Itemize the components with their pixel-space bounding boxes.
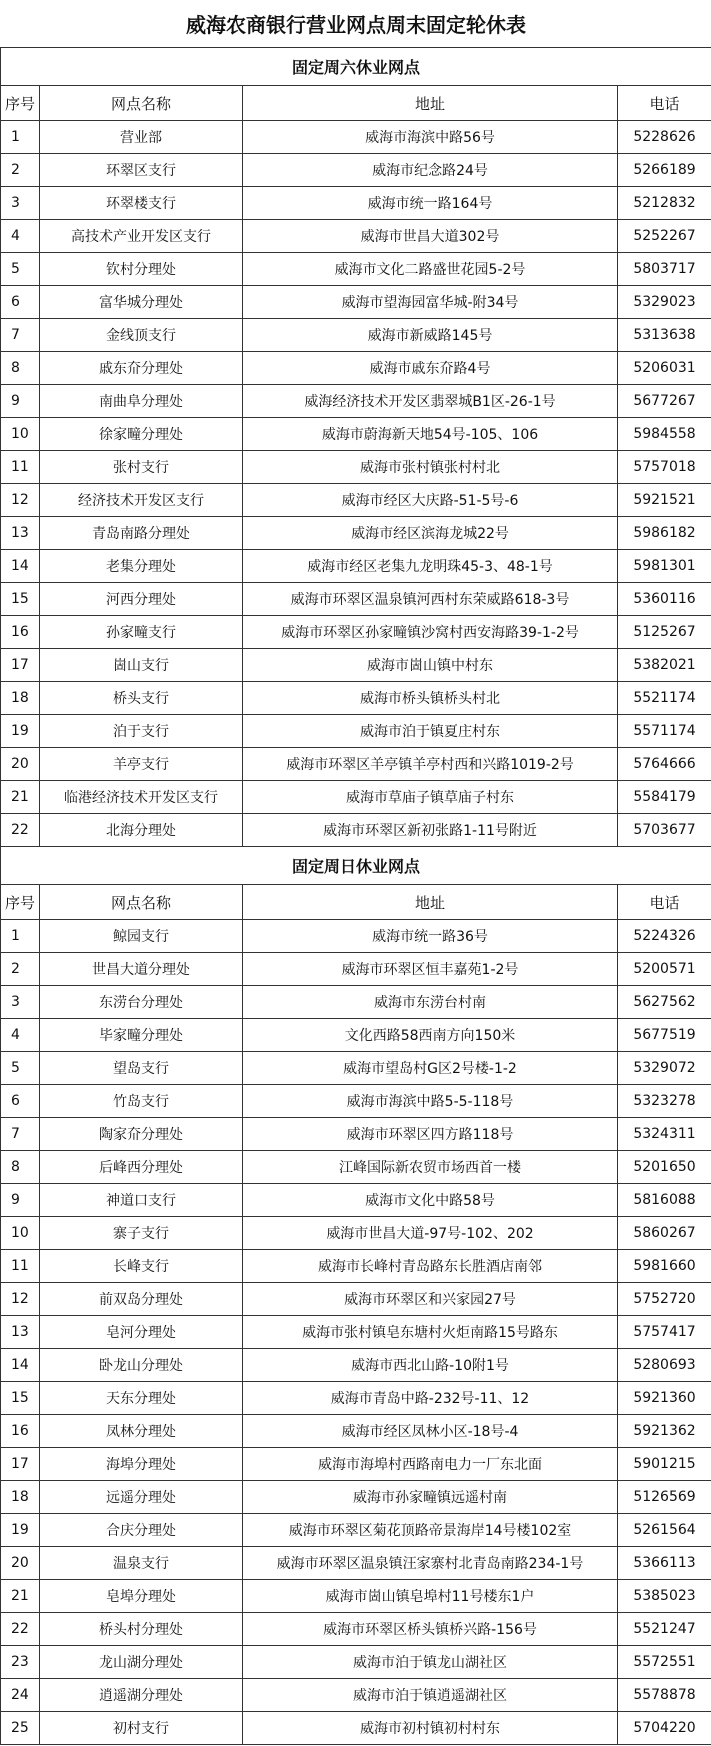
branch-name: 卧龙山分理处	[40, 1349, 243, 1382]
row-number: 25	[1, 1712, 40, 1745]
table-row	[1, 550, 711, 583]
branch-address: 威海市环翠区孙家疃镇沙窝村西安海路39-1-2号	[243, 616, 618, 649]
branch-address: 威海市经区老集九龙明珠45-3、48-1号	[243, 550, 618, 583]
row-number: 9	[1, 385, 40, 418]
branch-name: 合庆分理处	[40, 1514, 243, 1547]
branch-address: 威海市望海园富华城-附34号	[243, 286, 618, 319]
branch-phone: 5206031	[618, 352, 711, 385]
branch-phone: 5981660	[618, 1250, 711, 1283]
table-row	[1, 1679, 711, 1712]
table-row	[1, 517, 711, 550]
table-row	[1, 715, 711, 748]
row-number: 19	[1, 715, 40, 748]
table-row	[1, 253, 711, 286]
row-number: 14	[1, 1349, 40, 1382]
branch-name: 毕家疃分理处	[40, 1019, 243, 1052]
header-no: 序号	[1, 86, 40, 121]
row-number: 2	[1, 953, 40, 986]
branch-phone: 5860267	[618, 1217, 711, 1250]
table-row	[1, 781, 711, 814]
branch-address: 威海市统一路36号	[243, 920, 618, 953]
table-row	[1, 583, 711, 616]
branch-address: 威海市望岛村G区2号楼-1-2	[243, 1052, 618, 1085]
header-phone: 电话	[618, 86, 711, 121]
branch-name: 竹岛支行	[40, 1085, 243, 1118]
row-number: 18	[1, 1481, 40, 1514]
branch-name: 钦村分理处	[40, 253, 243, 286]
table-row	[1, 1052, 711, 1085]
table-row	[1, 1580, 711, 1613]
branch-address: 威海市环翠区羊亭镇羊亭村西和兴路1019-2号	[243, 748, 618, 781]
branch-address: 威海市环翠区温泉镇河西村东荣威路618-3号	[243, 583, 618, 616]
branch-name: 温泉支行	[40, 1547, 243, 1580]
branch-phone: 5385023	[618, 1580, 711, 1613]
table-row	[1, 1448, 711, 1481]
branch-phone: 5224326	[618, 920, 711, 953]
table-row	[1, 1250, 711, 1283]
branch-address: 威海市环翠区菊花顶路帝景海岸14号楼102室	[243, 1514, 618, 1547]
branch-phone: 5313638	[618, 319, 711, 352]
branch-address: 威海市经区大庆路-51-5号-6	[243, 484, 618, 517]
row-number: 21	[1, 781, 40, 814]
row-number: 8	[1, 352, 40, 385]
branch-address: 威海市新威路145号	[243, 319, 618, 352]
table-row	[1, 451, 711, 484]
table-row	[1, 1646, 711, 1679]
branch-phone: 5201650	[618, 1151, 711, 1184]
table-row	[1, 385, 711, 418]
branch-phone: 5703677	[618, 814, 711, 847]
row-number: 15	[1, 583, 40, 616]
branch-name: 皂河分理处	[40, 1316, 243, 1349]
table-row	[1, 1613, 711, 1646]
branch-address: 威海市环翠区四方路118号	[243, 1118, 618, 1151]
branch-name: 高技术产业开发区支行	[40, 220, 243, 253]
branch-name: 东涝台分理处	[40, 986, 243, 1019]
branch-name: 老集分理处	[40, 550, 243, 583]
branch-phone: 5228626	[618, 121, 711, 154]
row-number: 13	[1, 517, 40, 550]
table-row	[1, 814, 711, 847]
branch-address: 威海市东涝台村南	[243, 986, 618, 1019]
branch-address: 威海市环翠区新初张路1-11号附近	[243, 814, 618, 847]
row-number: 17	[1, 649, 40, 682]
branch-phone: 5261564	[618, 1514, 711, 1547]
table-row	[1, 1316, 711, 1349]
branch-address: 威海市戚东夼路4号	[243, 352, 618, 385]
table-row	[1, 1217, 711, 1250]
branch-name: 桥头村分理处	[40, 1613, 243, 1646]
branch-phone: 5677519	[618, 1019, 711, 1052]
branch-phone: 5757417	[618, 1316, 711, 1349]
table-row	[1, 1514, 711, 1547]
branch-address: 威海市西北山路-10附1号	[243, 1349, 618, 1382]
table-row	[1, 1547, 711, 1580]
row-number: 14	[1, 550, 40, 583]
table-row	[1, 1349, 711, 1382]
row-number: 22	[1, 814, 40, 847]
branch-address: 威海市海滨中路56号	[243, 121, 618, 154]
table-row	[1, 920, 711, 953]
row-number: 4	[1, 1019, 40, 1052]
branch-phone: 5764666	[618, 748, 711, 781]
row-number: 20	[1, 748, 40, 781]
branch-address: 威海市环翠区恒丰嘉苑1-2号	[243, 953, 618, 986]
branch-address: 文化西路58西南方向150米	[243, 1019, 618, 1052]
branch-address: 威海市崮山镇中村东	[243, 649, 618, 682]
branch-name: 环翠楼支行	[40, 187, 243, 220]
branch-name: 河西分理处	[40, 583, 243, 616]
branch-address: 威海市纪念路24号	[243, 154, 618, 187]
branch-phone: 5521247	[618, 1613, 711, 1646]
row-number: 20	[1, 1547, 40, 1580]
branch-address: 威海市世昌大道302号	[243, 220, 618, 253]
table-row	[1, 953, 711, 986]
branch-address: 威海市统一路164号	[243, 187, 618, 220]
row-number: 17	[1, 1448, 40, 1481]
branch-phone: 5981301	[618, 550, 711, 583]
branch-address: 威海市经区滨海龙城22号	[243, 517, 618, 550]
branch-name: 戚东夼分理处	[40, 352, 243, 385]
branch-address: 威海市青岛中路-232号-11、12	[243, 1382, 618, 1415]
branch-phone: 5252267	[618, 220, 711, 253]
branch-phone: 5329072	[618, 1052, 711, 1085]
row-number: 11	[1, 1250, 40, 1283]
branch-address: 威海市文化二路盛世花园5-2号	[243, 253, 618, 286]
table-row	[1, 1184, 711, 1217]
table-row	[1, 682, 711, 715]
branch-name: 金线顶支行	[40, 319, 243, 352]
table-row	[1, 418, 711, 451]
section-heading-row	[1, 847, 711, 885]
branch-phone: 5803717	[618, 253, 711, 286]
branch-address: 威海市蔚海新天地54号-105、106	[243, 418, 618, 451]
branch-name: 前双岛分理处	[40, 1283, 243, 1316]
branch-address: 威海市泊于镇逍遥湖社区	[243, 1679, 618, 1712]
branch-name: 神道口支行	[40, 1184, 243, 1217]
header-name: 网点名称	[40, 885, 243, 920]
branch-phone: 5323278	[618, 1085, 711, 1118]
branch-address: 江峰国际新农贸市场西首一楼	[243, 1151, 618, 1184]
branch-phone: 5572551	[618, 1646, 711, 1679]
table-row	[1, 1382, 711, 1415]
row-number: 21	[1, 1580, 40, 1613]
table-row	[1, 1415, 711, 1448]
table-row	[1, 1283, 711, 1316]
branch-phone: 5677267	[618, 385, 711, 418]
branch-phone: 5627562	[618, 986, 711, 1019]
branch-phone: 5366113	[618, 1547, 711, 1580]
branch-phone: 5126569	[618, 1481, 711, 1514]
branch-name: 营业部	[40, 121, 243, 154]
branch-phone: 5921521	[618, 484, 711, 517]
branch-address: 威海市泊于镇夏庄村东	[243, 715, 618, 748]
branch-phone: 5571174	[618, 715, 711, 748]
branch-address: 威海市草庙子镇草庙子村东	[243, 781, 618, 814]
branch-phone: 5324311	[618, 1118, 711, 1151]
branch-name: 长峰支行	[40, 1250, 243, 1283]
header-name: 网点名称	[40, 86, 243, 121]
row-number: 12	[1, 484, 40, 517]
branch-address: 威海市张村镇皂东塘村火炬南路15号路东	[243, 1316, 618, 1349]
table-row	[1, 352, 711, 385]
row-number: 11	[1, 451, 40, 484]
row-number: 6	[1, 286, 40, 319]
branch-phone: 5984558	[618, 418, 711, 451]
row-number: 5	[1, 1052, 40, 1085]
table-row	[1, 1481, 711, 1514]
branch-address: 威海市海滨中路5-5-118号	[243, 1085, 618, 1118]
row-number: 10	[1, 418, 40, 451]
branch-phone: 5382021	[618, 649, 711, 682]
section-heading: 固定周六休业网点	[1, 48, 711, 86]
branch-name: 临港经济技术开发区支行	[40, 781, 243, 814]
branch-name: 天东分理处	[40, 1382, 243, 1415]
column-header-row	[1, 885, 711, 920]
row-number: 2	[1, 154, 40, 187]
row-number: 1	[1, 121, 40, 154]
row-number: 10	[1, 1217, 40, 1250]
branch-address: 威海市海埠村西路南电力一厂东北面	[243, 1448, 618, 1481]
branch-address: 威海市孙家疃镇远遥村南	[243, 1481, 618, 1514]
branch-name: 凤林分理处	[40, 1415, 243, 1448]
branch-name: 环翠区支行	[40, 154, 243, 187]
branch-phone: 5280693	[618, 1349, 711, 1382]
branch-name: 青岛南路分理处	[40, 517, 243, 550]
branch-phone: 5921362	[618, 1415, 711, 1448]
branch-phone: 5212832	[618, 187, 711, 220]
table-row	[1, 649, 711, 682]
section-heading: 固定周日休业网点	[1, 847, 711, 885]
branch-name: 陶家夼分理处	[40, 1118, 243, 1151]
branch-name: 龙山湖分理处	[40, 1646, 243, 1679]
table-row	[1, 748, 711, 781]
branch-name: 南曲阜分理处	[40, 385, 243, 418]
branch-address: 威海市文化中路58号	[243, 1184, 618, 1217]
table-row	[1, 319, 711, 352]
branch-name: 逍遥湖分理处	[40, 1679, 243, 1712]
table-row	[1, 121, 711, 154]
branch-phone: 5125267	[618, 616, 711, 649]
header-phone: 电话	[618, 885, 711, 920]
branch-name: 泊于支行	[40, 715, 243, 748]
row-number: 5	[1, 253, 40, 286]
branch-name: 富华城分理处	[40, 286, 243, 319]
section-heading-row	[1, 48, 711, 86]
branch-name: 望岛支行	[40, 1052, 243, 1085]
row-number: 7	[1, 1118, 40, 1151]
branch-phone: 5360116	[618, 583, 711, 616]
branch-phone: 5986182	[618, 517, 711, 550]
table-row	[1, 986, 711, 1019]
branch-name: 后峰西分理处	[40, 1151, 243, 1184]
table-row	[1, 286, 711, 319]
branch-name: 寨子支行	[40, 1217, 243, 1250]
branch-phone: 5752720	[618, 1283, 711, 1316]
row-number: 16	[1, 616, 40, 649]
row-number: 16	[1, 1415, 40, 1448]
branch-address: 威海市长峰村青岛路东长胜酒店南邻	[243, 1250, 618, 1283]
table-body	[1, 0, 711, 1745]
branch-name: 孙家疃支行	[40, 616, 243, 649]
row-number: 8	[1, 1151, 40, 1184]
branch-name: 北海分理处	[40, 814, 243, 847]
branch-address: 威海市初村镇初村村东	[243, 1712, 618, 1745]
row-number: 23	[1, 1646, 40, 1679]
branch-phone: 5816088	[618, 1184, 711, 1217]
branch-name: 远遥分理处	[40, 1481, 243, 1514]
row-number: 1	[1, 920, 40, 953]
branch-name: 世昌大道分理处	[40, 953, 243, 986]
row-number: 22	[1, 1613, 40, 1646]
header-address: 地址	[243, 86, 618, 121]
branch-phone: 5704220	[618, 1712, 711, 1745]
row-number: 6	[1, 1085, 40, 1118]
branch-name: 海埠分理处	[40, 1448, 243, 1481]
branch-address: 威海经济技术开发区翡翠城B1区-26-1号	[243, 385, 618, 418]
branch-name: 皂埠分理处	[40, 1580, 243, 1613]
row-number: 24	[1, 1679, 40, 1712]
branch-phone: 5266189	[618, 154, 711, 187]
row-number: 12	[1, 1283, 40, 1316]
table-row	[1, 154, 711, 187]
branch-name: 张村支行	[40, 451, 243, 484]
row-number: 18	[1, 682, 40, 715]
table-row	[1, 1085, 711, 1118]
branch-address: 威海市张村镇张村村北	[243, 451, 618, 484]
header-no: 序号	[1, 885, 40, 920]
table-row	[1, 187, 711, 220]
row-number: 7	[1, 319, 40, 352]
branch-name: 羊亭支行	[40, 748, 243, 781]
table-row	[1, 220, 711, 253]
header-address: 地址	[243, 885, 618, 920]
table-row	[1, 1712, 711, 1745]
branch-phone: 5757018	[618, 451, 711, 484]
branch-name: 崮山支行	[40, 649, 243, 682]
branch-address: 威海市环翠区和兴家园27号	[243, 1283, 618, 1316]
branch-name: 经济技术开发区支行	[40, 484, 243, 517]
table-row	[1, 616, 711, 649]
table-title: 威海农商银行营业网点周末固定轮休表	[1, 0, 711, 48]
branch-name: 桥头支行	[40, 682, 243, 715]
row-number: 19	[1, 1514, 40, 1547]
row-number: 3	[1, 187, 40, 220]
row-number: 13	[1, 1316, 40, 1349]
branch-name: 初村支行	[40, 1712, 243, 1745]
branch-phone: 5200571	[618, 953, 711, 986]
table-row	[1, 484, 711, 517]
row-number: 4	[1, 220, 40, 253]
branch-address: 威海市崮山镇皂埠村11号楼东1户	[243, 1580, 618, 1613]
row-number: 15	[1, 1382, 40, 1415]
table-row	[1, 1118, 711, 1151]
branch-phone: 5329023	[618, 286, 711, 319]
table-row	[1, 1019, 711, 1052]
branch-phone: 5921360	[618, 1382, 711, 1415]
branch-address: 威海市世昌大道-97号-102、202	[243, 1217, 618, 1250]
row-number: 9	[1, 1184, 40, 1217]
branch-phone: 5584179	[618, 781, 711, 814]
column-header-row	[1, 86, 711, 121]
branch-phone: 5578878	[618, 1679, 711, 1712]
table-row	[1, 1151, 711, 1184]
branch-name: 徐家疃分理处	[40, 418, 243, 451]
branch-address: 威海市环翠区桥头镇桥兴路-156号	[243, 1613, 618, 1646]
branch-phone: 5901215	[618, 1448, 711, 1481]
branch-address: 威海市泊于镇龙山湖社区	[243, 1646, 618, 1679]
branch-phone: 5521174	[618, 682, 711, 715]
row-number: 3	[1, 986, 40, 1019]
branch-address: 威海市经区凤林小区-18号-4	[243, 1415, 618, 1448]
branch-address: 威海市环翠区温泉镇汪家寨村北青岛南路234-1号	[243, 1547, 618, 1580]
branch-address: 威海市桥头镇桥头村北	[243, 682, 618, 715]
branch-name: 鲸园支行	[40, 920, 243, 953]
